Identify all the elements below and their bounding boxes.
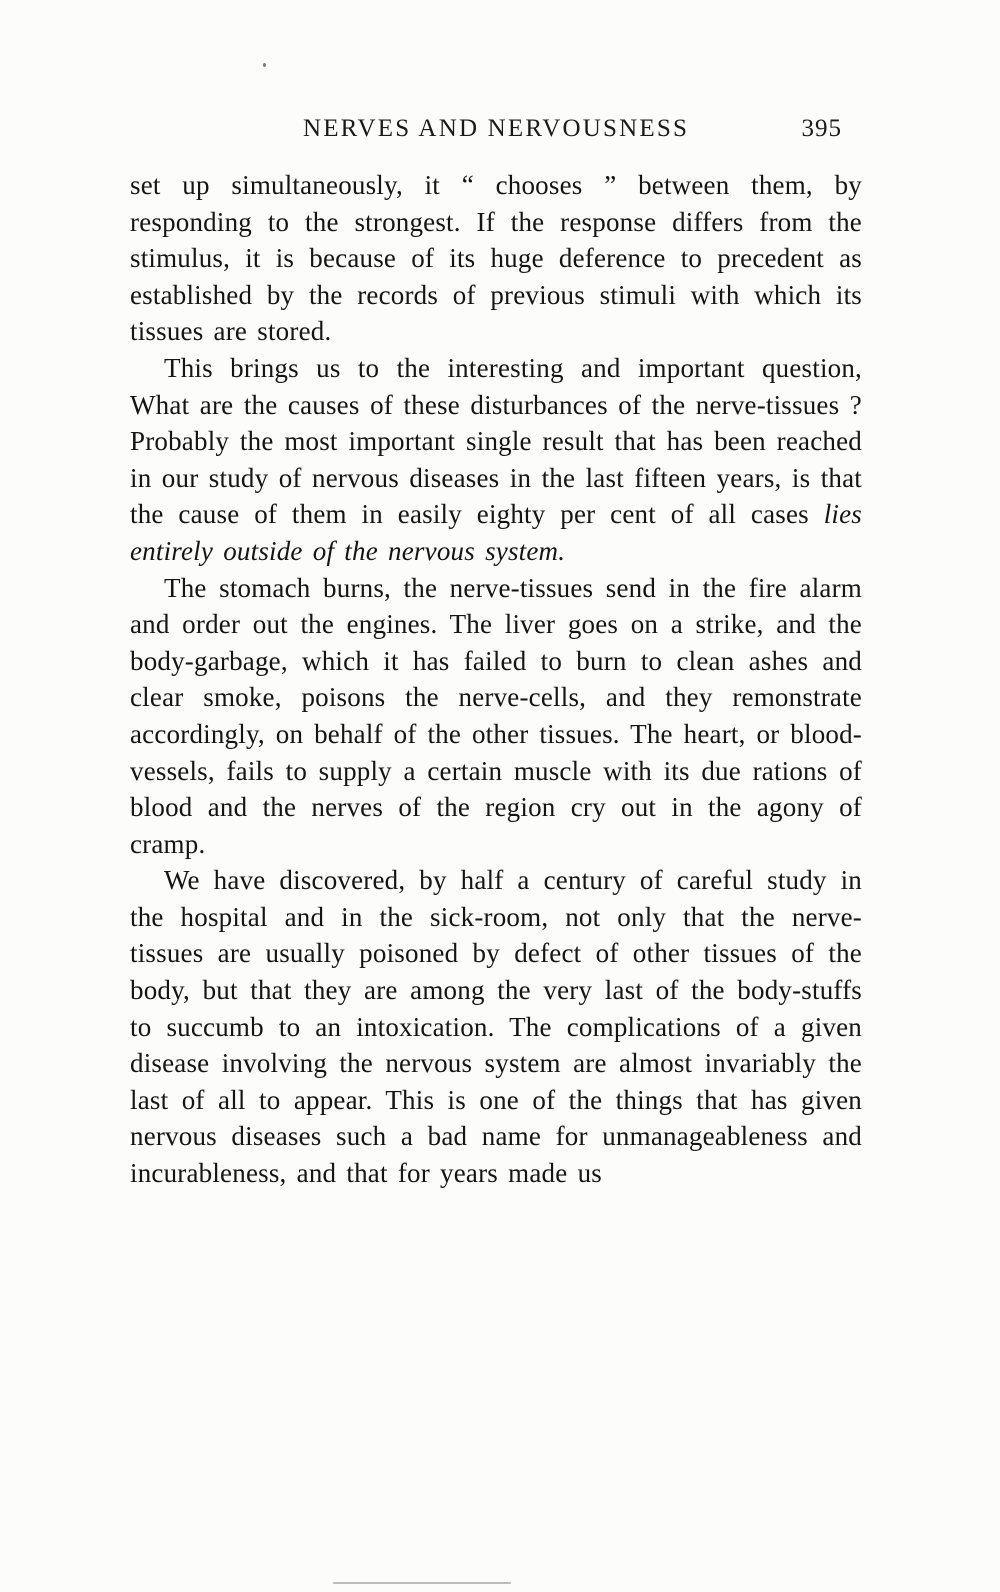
paragraph-text: set up simultaneously, it “ chooses ” between them, by responding to the strongest. If the response differs from the stimulus, it is because of its huge deference to precedent as established by the records of previous stimuli with which its tissues are stored.	[130, 170, 862, 347]
paragraph	[130, 350, 862, 570]
running-title: NERVES AND NERVOUSNESS	[302, 115, 690, 142]
page-number: 395	[801, 115, 842, 142]
paragraph-text: This brings us to the interesting and important question, What are the causes of these disturbances of the nerve-tissues ? Probably the most important single result that has been reached in our study of nervous diseases in the last fifteen years, is that the cause of them in easily eighty per cent of all cases	[130, 352, 862, 530]
scan-line-artifact	[333, 1582, 511, 1584]
paragraph-text: We have discovered, by half a century of careful study in the hospital and in the sick-room, not only that the nerve-tissues are usually poisoned by defect of other tissues of the body, but that they are among the very last of the body-stuffs to succumb to an intoxication. The complications of a given disease involving the nervous system are almost invariably the last of all to appear. This is one of the things that has given nervous diseases such a bad name for unmanageableness and incurableness, and that for years made us	[130, 865, 862, 1189]
paragraph	[130, 570, 862, 863]
page-body	[130, 167, 862, 1192]
paragraph-text: The stomach burns, the nerve-tissues send in the fire alarm and order out the engines. The liver goes on a strike, and the body-garbage, which it has failed to burn to clean ashes and clear smoke, poisons the nerve-cells, and they remonstrate accordingly, on behalf of the other tissues. The heart, or blood-vessels, fails to supply a certain muscle with its due rations of blood and the nerves of the region cry out in the agony of cramp.	[130, 572, 862, 859]
scan-speck-artifact	[263, 63, 266, 67]
paragraph	[130, 862, 862, 1191]
paragraph	[130, 167, 862, 350]
page-content	[130, 112, 862, 1192]
running-header	[130, 112, 862, 146]
italic-phrase: lies entirely outside of the nervous system.	[130, 499, 862, 566]
